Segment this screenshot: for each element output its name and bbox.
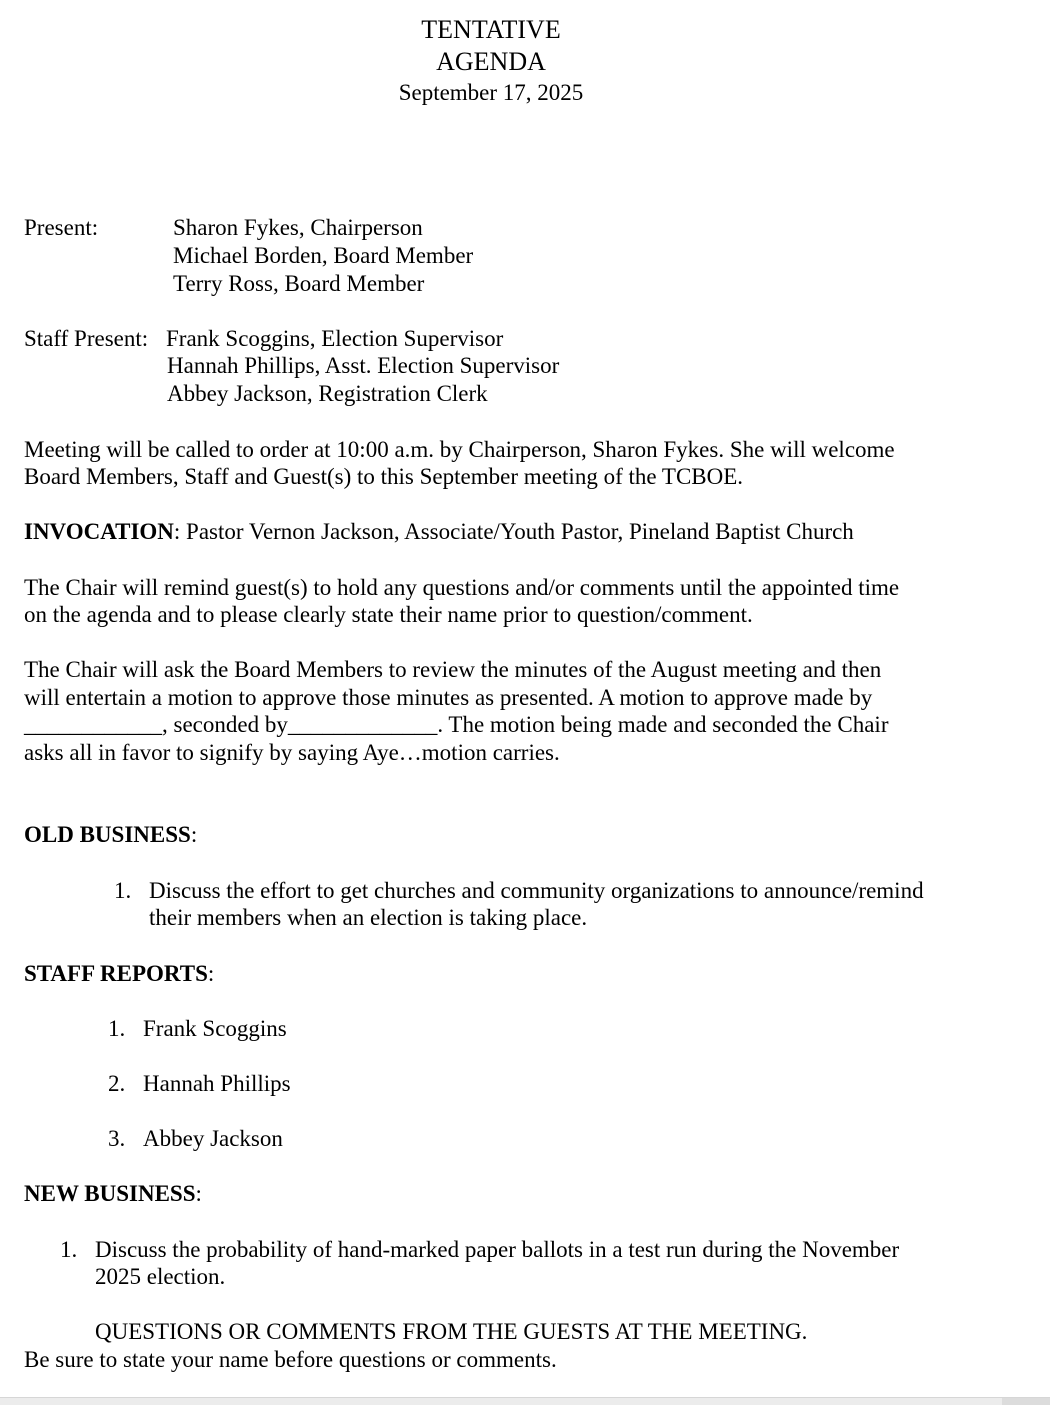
new-business-heading xyxy=(24,1180,202,1208)
staff-reports-heading xyxy=(24,960,214,988)
call-to-order-line: Board Members, Staff and Guest(s) to this September meeting of the TCBOE. xyxy=(24,464,744,489)
staff-report-name: Abbey Jackson xyxy=(143,1126,283,1151)
staff-report-number: 3. xyxy=(108,1126,126,1151)
staff-reports-colon: : xyxy=(207,961,215,986)
old-business-colon: : xyxy=(190,822,198,847)
staff-present-label: Staff Present: xyxy=(24,326,149,351)
questions-heading: QUESTIONS OR COMMENTS FROM THE GUESTS AT THE MEETING. xyxy=(95,1319,808,1344)
present-member: Terry Ross, Board Member xyxy=(173,271,425,296)
present-label: Present: xyxy=(24,215,99,240)
title-line-1: TENTATIVE xyxy=(421,15,561,44)
old-business-item-number: 1. xyxy=(114,878,132,903)
questions-note: Be sure to state your name before questions or comments. xyxy=(24,1347,557,1372)
new-business-item-line: Discuss the probability of hand-marked paper ballots in a test run during the November xyxy=(95,1237,900,1262)
old-business-item-line: Discuss the effort to get churches and community organizations to announce/remind xyxy=(149,878,924,903)
old-business-item-line: their members when an election is taking place. xyxy=(149,905,588,930)
new-business-item-line: 2025 election. xyxy=(95,1264,226,1289)
staff-report-number: 1. xyxy=(108,1016,126,1041)
new-business-item-number: 1. xyxy=(60,1237,78,1262)
new-business-colon: : xyxy=(195,1181,202,1206)
invocation-text: : Pastor Vernon Jackson, Associate/Youth Pastor, Pineland Baptist Church xyxy=(173,519,854,544)
new-business-label: NEW BUSINESS xyxy=(24,1181,196,1206)
present-member: Michael Borden, Board Member xyxy=(173,243,474,268)
staff-report-name: Frank Scoggins xyxy=(143,1016,287,1041)
staff-member: Hannah Phillips, Asst. Election Supervisor xyxy=(167,353,560,378)
invocation-label: INVOCATION xyxy=(24,519,174,544)
staff-reports-label: STAFF REPORTS xyxy=(24,961,208,986)
title-line-2: AGENDA xyxy=(436,47,546,76)
staff-report-number: 2. xyxy=(108,1071,126,1096)
staff-member: Abbey Jackson, Registration Clerk xyxy=(167,381,488,406)
call-to-order-line: Meeting will be called to order at 10:00 a.m. by Chairperson, Sharon Fykes. She will welcome xyxy=(24,437,895,462)
present-member: Sharon Fykes, Chairperson xyxy=(173,215,423,240)
staff-report-name: Hannah Phillips xyxy=(143,1071,291,1096)
reminder-line: on the agenda and to please clearly state their name prior to question/comment. xyxy=(24,602,753,627)
minutes-line: will entertain a motion to approve those minutes as presented. A motion to approve made by xyxy=(24,685,873,710)
minutes-line: The Chair will ask the Board Members to review the minutes of the August meeting and then xyxy=(24,657,882,682)
agenda-date: September 17, 2025 xyxy=(398,80,584,105)
invocation xyxy=(24,518,854,546)
staff-member: Frank Scoggins, Election Supervisor xyxy=(166,326,504,351)
minutes-line: asks all in favor to signify by saying Aye…motion carries. xyxy=(24,740,560,765)
old-business-label: OLD BUSINESS xyxy=(24,822,191,847)
old-business-heading xyxy=(24,821,197,849)
reminder-line: The Chair will remind guest(s) to hold any questions and/or comments until the appointed time xyxy=(24,575,900,600)
minutes-line: ____________, seconded by_____________. The motion being made and seconded the Chair xyxy=(24,712,889,737)
